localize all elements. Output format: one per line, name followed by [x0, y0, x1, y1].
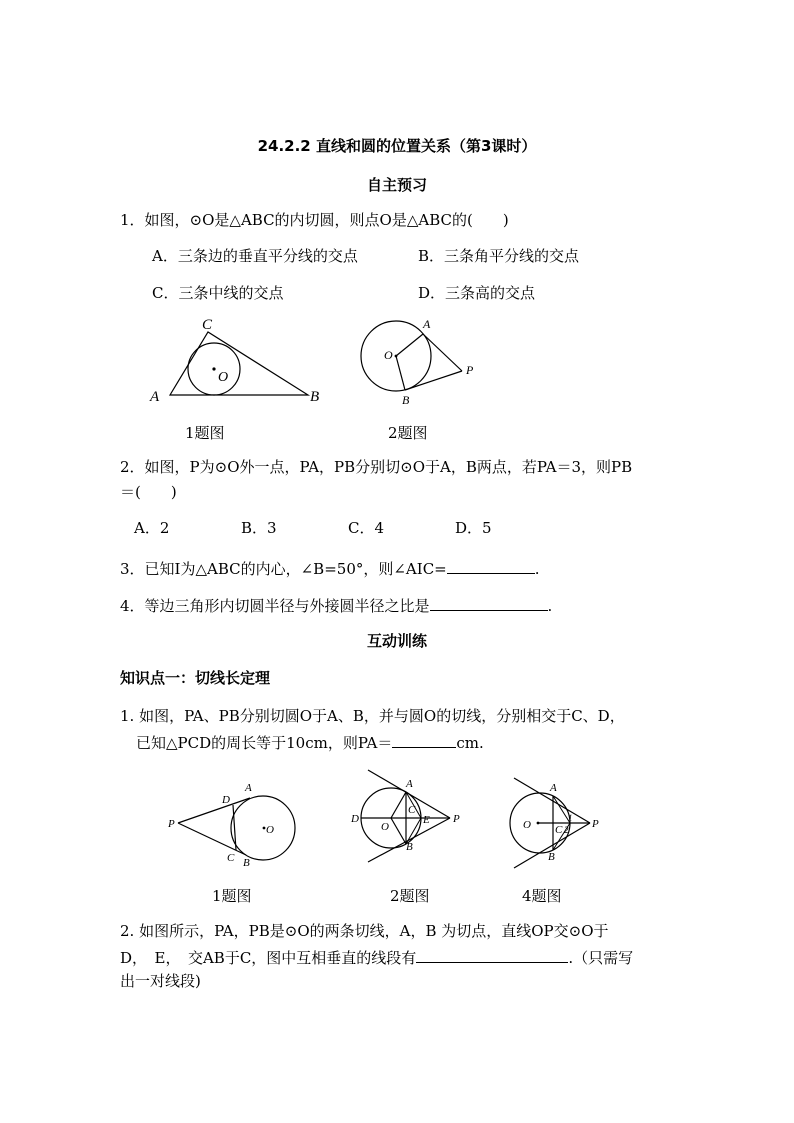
question-1-option-a: A．三条边的垂直平分线的交点 — [152, 247, 358, 265]
question-1-option-d: D．三条高的交点 — [418, 284, 536, 302]
center-point — [212, 367, 215, 370]
question-3-text: 3．已知I为△ABC的内心，∠B=50°，则∠AIC= — [120, 560, 447, 578]
training-2-line-2: D， E， 交AB于C，图中互相垂直的线段有 .（只需写 — [120, 946, 633, 968]
figure-2-caption: 2题图 — [388, 424, 428, 442]
label-p: P — [592, 818, 599, 830]
training-2-line-3: 出一对线段) — [120, 972, 201, 990]
question-1-option-b: B．三条角平分线的交点 — [418, 247, 580, 265]
label-b: B — [406, 841, 413, 853]
figure-5-tangents-angles — [508, 773, 608, 873]
figure-4-tangents-diameter — [348, 770, 468, 870]
section-heading-preview: 自主预习 — [366, 176, 427, 194]
angle-label-2: 2 — [564, 825, 569, 835]
label-c: C — [408, 804, 416, 816]
label-b: B — [243, 857, 250, 869]
figure-5-caption: 4题图 — [522, 887, 562, 905]
label-e: E — [423, 814, 430, 826]
label-o: O — [384, 348, 393, 362]
label-o: O — [266, 824, 274, 836]
label-p: P — [168, 818, 175, 830]
label-c: C — [202, 317, 213, 333]
question-2-line-2: ＝( ) — [120, 483, 177, 501]
label-c: C — [555, 824, 563, 836]
label-a: A — [406, 778, 413, 790]
label-b: B — [548, 851, 555, 863]
question-4: 4．等边三角形内切圆半径与外接圆半径之比是 . — [120, 594, 552, 616]
label-p: P — [466, 363, 474, 377]
question-1-stem: 1．如图，⊙O是△ABC的内切圆，则点O是△ABC的( ) — [120, 211, 509, 229]
figure-1-incircle-triangle — [148, 315, 328, 410]
figure-2-tangents — [358, 316, 483, 406]
label-p: P — [453, 813, 460, 825]
training-1-line-2: 已知△PCD的周长等于10cm，则PA＝ cm. — [136, 731, 484, 753]
training-1-line-1: 1. 如图，PA、PB分别切圆O于A、B，并与圆O的切线，分别相交于C、D， — [120, 707, 625, 725]
training-2-line-1: 2. 如图所示，PA，PB是⊙O的两条切线，A，B 为切点，直线OP交⊙O于 — [120, 922, 609, 940]
label-o: O — [523, 819, 531, 831]
label-a: A — [423, 317, 431, 331]
question-2-option-b: B．3 — [241, 519, 277, 537]
question-2-option-a: A．2 — [134, 519, 170, 537]
question-3-answer-blank[interactable] — [447, 557, 535, 574]
angle-label-1: 1 — [568, 813, 573, 823]
training-2-answer-blank[interactable] — [416, 946, 568, 963]
question-4-answer-blank[interactable] — [430, 594, 548, 611]
figure-1-caption: 1题图 — [185, 424, 225, 442]
label-o: O — [381, 821, 389, 833]
question-1-option-c: C．三条中线的交点 — [152, 284, 284, 302]
label-a: A — [550, 782, 557, 794]
figure-4-caption: 2题图 — [390, 887, 430, 905]
section-heading-interactive: 互动训练 — [366, 632, 427, 650]
label-d: D — [351, 813, 359, 825]
label-b: B — [402, 393, 410, 407]
question-2-option-c: C．4 — [348, 519, 385, 537]
label-d: D — [222, 794, 230, 806]
label-c: C — [227, 852, 235, 864]
label-o: O — [218, 370, 229, 385]
label-a: A — [245, 782, 252, 794]
page-title: 24.2.2 直线和圆的位置关系（第3课时） — [257, 137, 537, 155]
label-b: B — [310, 389, 320, 405]
training-1-answer-blank[interactable] — [392, 731, 456, 748]
figure-3-caption: 1题图 — [212, 887, 252, 905]
label-a: A — [150, 389, 160, 405]
question-2-option-d: D．5 — [455, 519, 492, 537]
question-2-line-1: 2．如图，P为⊙O外一点，PA，PB分别切⊙O于A，B两点，若PA＝3，则PB — [120, 458, 633, 476]
question-4-text: 4．等边三角形内切圆半径与外接圆半径之比是 — [120, 597, 430, 615]
question-3: 3．已知I为△ABC的内心，∠B=50°，则∠AIC= . — [120, 557, 540, 579]
figure-3-tangent-lengths — [168, 778, 303, 873]
knowledge-point-heading: 知识点一：切线长定理 — [120, 669, 271, 687]
